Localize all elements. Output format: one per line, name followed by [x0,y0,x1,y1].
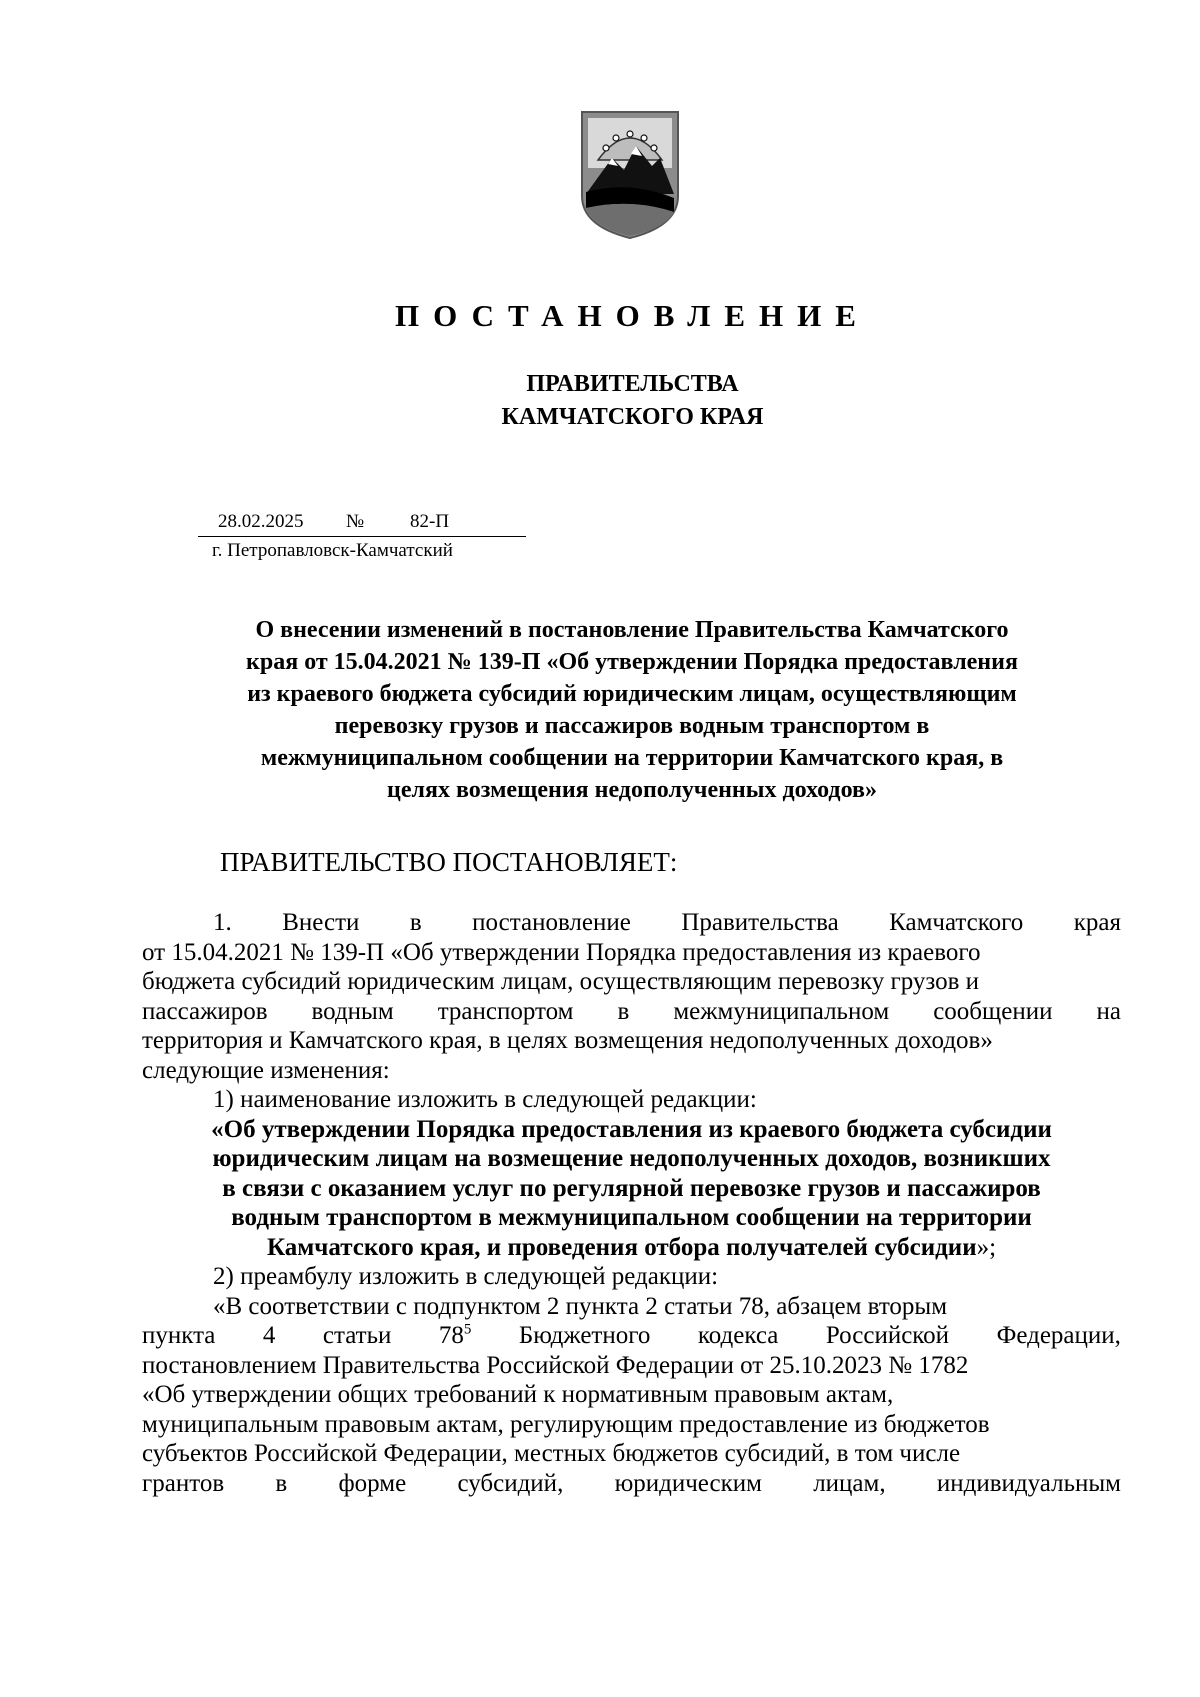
word: межмуниципальном [673,997,890,1025]
quote-line: в связи с оказанием услуг по регулярной перевозке грузов и пассажиров [222,1174,1041,1202]
word: кодекса [697,1322,779,1349]
quote-text: Камчатского края, и проведения отбора получателей субсидии [266,1233,977,1261]
subject-line: из краевого бюджета субсидий юридическим лицам, осуществляющим [247,681,1017,707]
word: постановление [472,909,631,936]
decree-heading: ПРАВИТЕЛЬСТВО ПОСТАНОВЛЯЕТ: [220,847,678,877]
superscript: 5 [463,1321,472,1338]
list-item: 1) наименование изложить в следующей редакции: [213,1086,757,1113]
word: пункта [142,1322,216,1349]
body-line [142,908,1121,938]
word: статьи [322,1322,392,1349]
body-line: от 15.04.2021 № 139-П «Об утверждении Порядка предоставления из краевого [142,938,981,966]
quote-line: «Об утверждении Порядка предоставления из краевого бюджета субсидии [211,1115,1052,1143]
word: Камчатского [889,909,1024,936]
document-date: 28.02.2025 [218,511,304,532]
date-number-line [198,508,526,537]
word: в [617,997,630,1025]
word: 4 [262,1322,276,1349]
subject-line: целях возмещения недополученных доходов» [387,777,877,803]
subject-line: О внесении изменений в постановление Правительства Камчатского [255,617,1009,643]
word: грантов [142,1469,225,1497]
word: в [409,909,422,936]
authority-line: КАМЧАТСКОГО КРАЯ [501,404,764,430]
word: пассажиров [142,997,268,1025]
body-line: муниципальным правовым актам, регулирующим предоставление из бюджетов [142,1410,990,1438]
word: форме [338,1469,407,1497]
word-with-superscript [439,1321,472,1351]
word: 78 [438,1322,464,1349]
subject-line: края от 15.04.2021 № 139-П «Об утверждении Порядка предоставления [246,649,1018,675]
list-item: 2) преамбулу изложить в следующей редакции: [213,1263,719,1290]
quote-line [142,1233,1121,1263]
word: субсидий, [457,1469,564,1497]
word: Российской [825,1322,950,1349]
body-line [142,1321,1121,1351]
word: Бюджетного [518,1322,651,1349]
document-city: г. Петропавловск-Камчатский [212,540,453,561]
document-subject [150,614,1114,806]
body-line [142,1469,1121,1499]
body-line: «Об утверждении общих требований к нормативным правовым актам, [142,1381,894,1408]
subject-line: перевозку грузов и пассажиров водным транспортом в [334,713,930,739]
subject-line: межмуниципальном сообщении на территории Камчатского края, в [260,745,1004,771]
body-line: территория и Камчатского края, в целях возмещения недополученных доходов» [142,1027,993,1054]
issuing-authority [0,368,1200,434]
word: индивидуальным [936,1469,1121,1497]
body-line: постановлением Правительства Российской Федерации от 25.10.2023 № 1782 [142,1351,969,1379]
document-type-title: ПОСТАНОВЛЕНИЕ [395,298,870,333]
body-line: бюджета субсидий юридическим лицам, осуществляющим перевозку грузов и [142,968,980,995]
kamchatka-coat-of-arms-icon [578,108,682,240]
authority-line: ПРАВИТЕЛЬСТВА [526,371,739,397]
word: транспортом [437,997,574,1025]
word: Правительства [681,909,839,936]
word: юридическим [614,1469,762,1497]
word: на [1096,997,1121,1025]
document-body [142,908,1121,1498]
body-line: следующие изменения: [142,1056,390,1084]
word: Федерации, [996,1322,1121,1349]
word: сообщении [933,997,1053,1025]
body-line: субъектов Российской Федерации, местных бюджетов субсидий, в том числе [142,1440,961,1467]
quote-line: водным транспортом в межмуниципальном сообщении на территории [231,1204,1032,1231]
quote-end: »; [976,1233,997,1261]
word: водным [311,997,394,1025]
body-line: «В соответствии с подпунктом 2 пункта 2 статьи 78, абзацем вторым [213,1292,948,1320]
quote-line: юридическим лицам на возмещение недополученных доходов, возникших [212,1145,1051,1172]
word: лицам, [813,1469,886,1497]
body-line [142,997,1121,1027]
word: в [275,1469,288,1497]
word: Внести [282,909,360,936]
number-sign: № [346,511,365,532]
word: 1. [213,909,232,936]
word: края [1073,909,1121,936]
document-number: 82-П [410,511,450,532]
